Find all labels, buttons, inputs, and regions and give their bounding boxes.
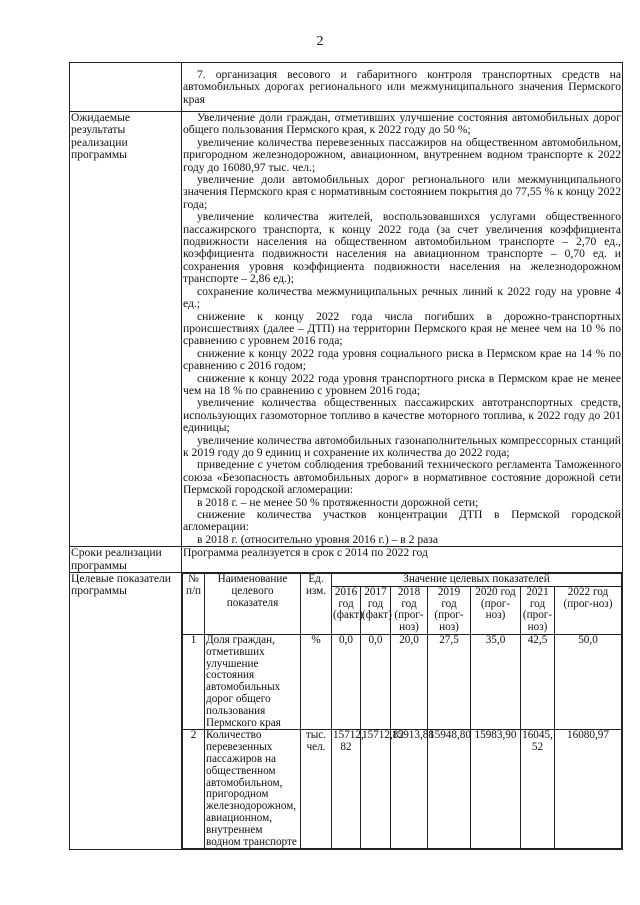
expected-paragraph: сохранение количества межмуниципальных речных линий к 2022 году на уровне 4 ед.; — [183, 284, 621, 311]
header-year: 2019 год (прог-ноз) — [428, 586, 471, 634]
header-values-title: Значение целевых показателей — [332, 574, 622, 587]
targets-row — [70, 573, 623, 850]
row-value: 42,5 — [521, 635, 555, 730]
empty-label-cell — [70, 63, 182, 112]
terms-text: Программа реализуется в срок с 2014 по 2022 год — [183, 546, 428, 560]
expected-paragraph: в 2018 г. (относительно уровня 2016 г.) – в 2 раза — [197, 532, 439, 546]
expected-paragraph: увеличение доли автомобильных дорог регионального или межмуниципального значения Пермского края с нормативным состоянием покрытия до 77,55 % к концу 2022 года; — [183, 173, 621, 211]
row-unit: тыс. чел. — [301, 730, 332, 849]
expected-label: Ожидаемые результаты реализации программы — [70, 112, 182, 547]
targets-cell — [182, 573, 623, 850]
terms-row — [70, 547, 623, 573]
table-row — [183, 730, 622, 849]
targets-header-row — [183, 574, 622, 587]
expected-paragraph: увеличение количества общественных пассажирских автотранспортных средств, использующих газомоторное топливо в качестве моторного топлива, к 2022 году до 201 единицы; — [183, 396, 621, 435]
row-num: 2 — [183, 730, 205, 849]
targets-label: Целевые показатели программы — [70, 573, 182, 850]
expected-paragraph: увеличение количества жителей, воспользовавшихся услугами общественного пассажирского транспорта, к концу 2022 года (за счет увеличения коэффициента подвижности населения на общественном автомобильном транспорте – 2,70 ед., коэффициента подвижности населения на авиационном транспорте – 0,70 ед. и сохранения уровня коэффициента подвижности населения на железнодорожном транспорте – 2,86 ед.); — [183, 210, 621, 286]
row-name: Количество перевезенных пассажиров на общественном автомобильном, пригородном железнодорожном, авиационном, внутреннем водном транспорте — [205, 730, 301, 849]
header-year: 2022 год (прог-ноз) — [555, 586, 622, 634]
header-num: № п/п — [183, 574, 205, 635]
row-num: 1 — [183, 635, 205, 730]
row-value: 35,0 — [471, 635, 521, 730]
row-value: 50,0 — [555, 635, 622, 730]
row-value: 27,5 — [428, 635, 471, 730]
expected-paragraph: снижение к концу 2022 года уровня транспортного риска в Пермском крае не менее чем на 18 % по сравнению с уровнем 2016 года; — [183, 371, 621, 397]
expected-paragraph: снижение к концу 2022 года уровня социального риска в Пермском крае на 14 % по сравнению с 2016 годом; — [183, 346, 621, 373]
expected-paragraph: Увеличение доли граждан, отметивших улучшение состояния автомобильных дорог общего пользования Пермского края, к 2022 году до 50 %; — [183, 111, 621, 137]
row-value: 20,0 — [391, 635, 428, 730]
page-number: 2 — [316, 34, 324, 49]
expected-paragraph: снижение к концу 2022 года числа погибших в дорожно-транспортных происшествиях (далее – ДТП) на территории Пермского края не менее чем на 10 % по сравнению с уровнем 2016 года; — [183, 309, 621, 348]
expected-paragraph: снижение количества участков концентрации ДТП в Пермской городской агломерации: — [183, 508, 621, 534]
row-unit: % — [301, 635, 332, 730]
row-value: 15983,90 — [471, 730, 521, 849]
header-year: 2021 год (прог-ноз) — [521, 586, 555, 634]
targets-table — [182, 573, 622, 849]
row-value: 0,0 — [361, 635, 391, 730]
row-value: 15712,82 — [361, 730, 391, 849]
row-value: 16080,97 — [555, 730, 622, 849]
expected-paragraph: приведение с учетом соблюдения требований технического регламента Таможенного союза «Безопасность автомобильных дорог» в нормативное состояние дорожной сети Пермской городской агломерации: — [183, 458, 621, 497]
expected-row — [70, 112, 623, 547]
terms-label: Сроки реализации программы — [70, 547, 182, 573]
row-value: 15712, 82 — [332, 730, 361, 849]
org-cell — [182, 63, 623, 112]
header-year: 2017 год (факт) — [361, 586, 391, 634]
terms-cell — [182, 547, 623, 573]
org-item-text: 7. организация весового и габаритного контроля транспортных средств на автомобильных дорогах регионального или межмуниципального значения Пермского края — [183, 68, 621, 106]
table-row — [183, 635, 622, 730]
org-row — [70, 63, 623, 112]
expected-cell — [182, 112, 623, 547]
expected-paragraph: увеличение количества автомобильных газонаполнительных компрессорных станций к 2019 году до 9 единиц и сохранение их количества до 2022 года; — [183, 433, 621, 459]
passport-table — [69, 62, 623, 850]
header-name: Наименование целевого показателя — [205, 574, 301, 635]
row-value: 15913,88 — [391, 730, 428, 849]
expected-paragraph: в 2018 г. – не менее 50 % протяженности дорожной сети; — [197, 495, 479, 509]
row-value: 15948,80 — [428, 730, 471, 849]
header-year: 2016 год (факт) — [332, 586, 361, 634]
row-value: 0,0 — [332, 635, 361, 730]
header-year: 2020 год (прог-ноз) — [471, 586, 521, 634]
expected-paragraph: увеличение количества перевезенных пассажиров на общественном автомобильном, пригородном железнодорожном, авиационном, внутреннем водном транспорте к 2022 году до 16080,97 тыс. чел.; — [183, 135, 621, 174]
row-name: Доля граждан, отметивших улучшение состояния автомобильных дорог общего пользования Пермского края — [205, 635, 301, 730]
header-year: 2018 год (прог-ноз) — [391, 586, 428, 634]
header-unit: Ед. изм. — [301, 574, 332, 635]
row-value: 16045, 52 — [521, 730, 555, 849]
